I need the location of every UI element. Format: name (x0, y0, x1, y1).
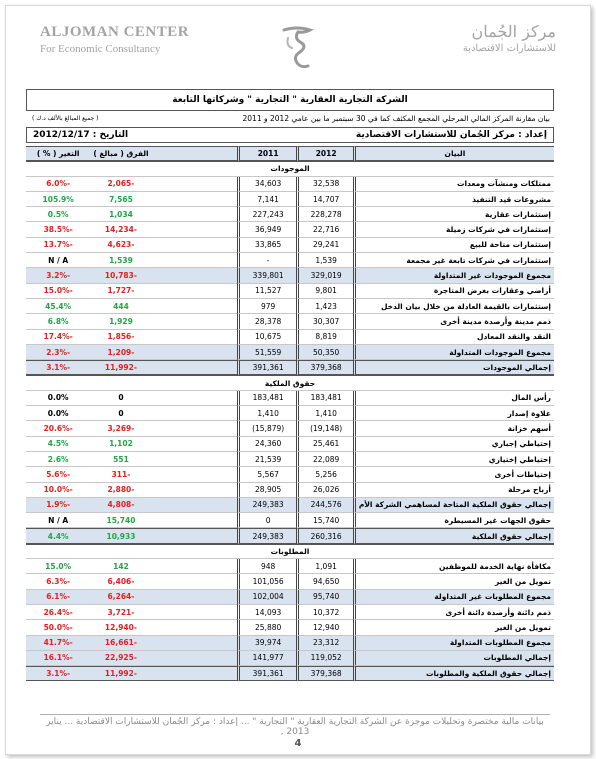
col-header-2011: 2011 (237, 146, 297, 161)
difference-value: -11,992 (90, 360, 151, 375)
row-label: إستثمارات عقارية (353, 207, 554, 222)
change-percent: -10.0% (26, 483, 90, 498)
value-2012: 26,026 (296, 483, 352, 498)
spacer-cell (152, 391, 237, 406)
spacer-cell (152, 268, 237, 283)
difference-value: -4,808 (90, 498, 151, 513)
table-row (26, 574, 554, 589)
spacer-cell (152, 605, 237, 620)
report-subtitle: بيان مقارنة المركز المالي المرحلي المجمع المكثف كما في 30 سبتمبر ما بين عامي 2012 و 2011 (242, 114, 550, 123)
difference-value: 1,034 (90, 207, 151, 222)
subtotal-row (26, 498, 554, 513)
value-2012: 30,307 (296, 314, 352, 329)
value-2012: 1,539 (296, 253, 352, 268)
difference-value: -3,269 (90, 421, 151, 436)
row-label: إحتياطات أخرى (353, 467, 554, 482)
page-footer: بيانات مالية مختصرة وتحليلات موجزة عن الشركة التجارية العقارية " التجارية " ... إعداد : مركز الجُمان للاستشارات الاقتصادية ... يناير 2013 , (46, 717, 544, 737)
subtotal-row (26, 636, 554, 651)
table-row (26, 299, 554, 314)
difference-value: -311 (90, 467, 151, 482)
difference-value: 15,740 (90, 513, 151, 528)
value-2012: 15,740 (296, 513, 352, 528)
value-2012: 228,278 (296, 207, 352, 222)
change-percent: -3.1% (26, 666, 90, 681)
change-percent: 0.0% (26, 391, 90, 406)
table-row (26, 421, 554, 436)
value-2011: 0 (237, 513, 297, 528)
spacer-cell (152, 437, 237, 452)
table-row (26, 391, 554, 406)
table-row (26, 192, 554, 207)
change-percent: 15.0% (26, 559, 90, 574)
spacer-cell (152, 284, 237, 299)
col-header-pct: التغير ( % ) (26, 146, 90, 161)
prepared-by: إعداد : مركز الجُمان للاستشارات الاقتصادية (355, 130, 547, 140)
change-percent: -20.6% (26, 421, 90, 436)
table-row (26, 406, 554, 421)
row-label: مجموع المطلوبات غير المتداولة (353, 590, 554, 605)
difference-value: -6,264 (90, 590, 151, 605)
spacer-cell (152, 513, 237, 528)
change-percent: -5.6% (26, 467, 90, 482)
subtotal-row (26, 345, 554, 360)
value-2012: 50,350 (296, 345, 352, 360)
value-2011: 10,675 (237, 330, 297, 345)
section-title: المطلوبات (26, 544, 554, 559)
section-title: حقوق الملكية (26, 375, 554, 390)
spacer-cell (152, 559, 237, 574)
grand-total-row (26, 666, 554, 681)
spacer-cell (152, 666, 237, 681)
change-percent: -3.2% (26, 268, 90, 283)
section-header-row (26, 375, 554, 390)
grand-total-row (26, 360, 554, 375)
row-label: إحتياطي إجباري (353, 437, 554, 452)
spacer-cell (152, 636, 237, 651)
table-row (26, 437, 554, 452)
row-label: مجموع الموجودات المتداولة (353, 345, 554, 360)
row-label: النقد والنقد المعادل (353, 330, 554, 345)
change-percent: 4.5% (26, 437, 90, 452)
change-percent: N / A (26, 253, 90, 268)
difference-value: 0 (90, 391, 151, 406)
spacer-cell (152, 238, 237, 253)
spacer-cell (152, 452, 237, 467)
value-2011: 11,527 (237, 284, 297, 299)
row-label: أسهم خزانة (353, 421, 554, 436)
row-label: حقوق الجهات غير المسيطرة (353, 513, 554, 528)
row-label: إستثمارات في شركات تابعة غير مجمعة (353, 253, 554, 268)
value-2012: 379,368 (296, 360, 352, 375)
spacer-cell (152, 620, 237, 635)
change-percent: -41.7% (26, 636, 90, 651)
difference-value: -14,234 (90, 222, 151, 237)
spacer-cell (152, 192, 237, 207)
value-2012: 5,256 (296, 467, 352, 482)
difference-value: -1,856 (90, 330, 151, 345)
table-row (26, 483, 554, 498)
change-percent: 0.5% (26, 207, 90, 222)
table-row (26, 620, 554, 635)
value-2012: 25,461 (296, 437, 352, 452)
table-row (26, 222, 554, 237)
spacer-cell (152, 467, 237, 482)
difference-value: -2,880 (90, 483, 151, 498)
section-header-row (26, 544, 554, 559)
value-2012: 32,538 (296, 177, 352, 192)
difference-value: 444 (90, 299, 151, 314)
spacer-cell (152, 330, 237, 345)
difference-value: -22,925 (90, 651, 151, 666)
row-label: تمويل من الغير (353, 620, 554, 635)
value-2011: 948 (237, 559, 297, 574)
value-2012: 14,707 (296, 192, 352, 207)
table-row (26, 177, 554, 192)
value-2012: 119,052 (296, 651, 352, 666)
table-row (26, 452, 554, 467)
difference-value: 10,933 (90, 528, 151, 543)
spacer-cell (152, 651, 237, 666)
change-percent: N / A (26, 513, 90, 528)
change-percent: 6.8% (26, 314, 90, 329)
report-title: الشركة التجارية العقارية " التجارية " وشركاتها التابعة (26, 89, 554, 111)
value-2011: 249,383 (237, 528, 297, 543)
row-label: أرباح مرحلة (353, 483, 554, 498)
value-2011: 14,093 (237, 605, 297, 620)
col-header-diff: الفرق ( مبالغ ) (90, 146, 151, 161)
value-2012: 29,241 (296, 238, 352, 253)
value-2011: 227,243 (237, 207, 297, 222)
currency-note: ( جميع المبالغ بالألف د.ك ) (32, 115, 99, 122)
col-header-2012: 2012 (296, 146, 352, 161)
change-percent: 2.6% (26, 452, 90, 467)
row-label: إجمالي الموجودات (353, 360, 554, 375)
grand-total-row (26, 528, 554, 543)
subtotal-row (26, 651, 554, 666)
row-label: إجمالي حقوق الملكية والمطلوبات (353, 666, 554, 681)
difference-value: -16,661 (90, 636, 151, 651)
table-row (26, 559, 554, 574)
row-label: ذمم مدينة وأرصدة مدينة أخرى (353, 314, 554, 329)
value-2012: 1,091 (296, 559, 352, 574)
value-2012: 8,819 (296, 330, 352, 345)
footer-divider (40, 714, 550, 715)
col-header-label: البيان (353, 146, 554, 161)
row-label: إجمالي حقوق الملكية (353, 528, 554, 543)
brand-english (40, 24, 189, 55)
row-label: مجموع الموجودات غير المتداولة (353, 268, 554, 283)
value-2012: 9,801 (296, 284, 352, 299)
row-label: إجمالي حقوق الملكية المتاحة لمساهمي الشركة الأم (353, 498, 554, 513)
value-2012: 94,650 (296, 574, 352, 589)
change-percent: -26.4% (26, 605, 90, 620)
brand-arabic (463, 22, 556, 54)
change-percent: 4.4% (26, 528, 90, 543)
value-2012: (19,148) (296, 421, 352, 436)
aljoman-logo-icon (278, 24, 316, 70)
change-percent: -6.1% (26, 590, 90, 605)
value-2012: 12,940 (296, 620, 352, 635)
table-row (26, 253, 554, 268)
spacer-cell (152, 345, 237, 360)
change-percent: -3.1% (26, 360, 90, 375)
table-header-row (26, 146, 554, 161)
difference-value: -2,065 (90, 177, 151, 192)
difference-value: 1,102 (90, 437, 151, 452)
value-2012: 10,372 (296, 605, 352, 620)
value-2011: 25,880 (237, 620, 297, 635)
spacer-cell (152, 314, 237, 329)
spacer-cell (152, 574, 237, 589)
value-2011: 34,603 (237, 177, 297, 192)
row-label: تمويل من الغير (353, 574, 554, 589)
row-label: إجمالي المطلوبات (353, 651, 554, 666)
spacer-cell (152, 483, 237, 498)
difference-value: -12,940 (90, 620, 151, 635)
change-percent: 105.9% (26, 192, 90, 207)
value-2012: 23,312 (296, 636, 352, 651)
col-spacer (152, 146, 237, 161)
difference-value: 551 (90, 452, 151, 467)
value-2011: 36,949 (237, 222, 297, 237)
change-percent: -38.5% (26, 222, 90, 237)
spacer-cell (152, 421, 237, 436)
row-label: رأس المال (353, 391, 554, 406)
row-label: ممتلكات ومنشآت ومعدات (353, 177, 554, 192)
value-2011: 24,360 (237, 437, 297, 452)
value-2011: 39,974 (237, 636, 297, 651)
value-2012: 1,423 (296, 299, 352, 314)
difference-value: 1,539 (90, 253, 151, 268)
brand-tagline-en: For Economic Consultancy (40, 43, 161, 55)
value-2011: 33,865 (237, 238, 297, 253)
value-2011: 1,410 (237, 406, 297, 421)
table-row (26, 605, 554, 620)
table-row (26, 467, 554, 482)
value-2012: 379,368 (296, 666, 352, 681)
value-2012: 22,716 (296, 222, 352, 237)
spacer-cell (152, 177, 237, 192)
row-label: مجموع المطلوبات المتداولة (353, 636, 554, 651)
value-2012: 244,576 (296, 498, 352, 513)
value-2012: 1,410 (296, 406, 352, 421)
row-label: أراضي وعقارات بغرض المتاجرة (353, 284, 554, 299)
value-2011: 21,539 (237, 452, 297, 467)
value-2011: - (237, 253, 297, 268)
spacer-cell (152, 590, 237, 605)
difference-value: -4,623 (90, 238, 151, 253)
row-label: ذمم دائنة وأرصدة دائنة أخرى (353, 605, 554, 620)
change-percent: -6.0% (26, 177, 90, 192)
page-number: 4 (294, 738, 302, 749)
table-row (26, 314, 554, 329)
value-2011: 979 (237, 299, 297, 314)
change-percent: -2.3% (26, 345, 90, 360)
difference-value: 142 (90, 559, 151, 574)
change-percent: -6.3% (26, 574, 90, 589)
change-percent: -17.4% (26, 330, 90, 345)
change-percent: -15.0% (26, 284, 90, 299)
value-2012: 329,019 (296, 268, 352, 283)
row-label: إستثمارات بالقيمة العادلة من خلال بيان الدخل (353, 299, 554, 314)
difference-value: -1,209 (90, 345, 151, 360)
change-percent: -1.9% (26, 498, 90, 513)
brand-name-ar: مركز الجُمان (471, 22, 556, 41)
spacer-cell (152, 498, 237, 513)
report-date: التاريخ : 2012/12/17 (33, 130, 129, 140)
spacer-cell (152, 299, 237, 314)
report-subtitle-line (26, 111, 554, 127)
section-header-row (26, 161, 554, 176)
row-label: إستثمارات في شركات زميلة (353, 222, 554, 237)
spacer-cell (152, 207, 237, 222)
row-label: إحتياطي إختياري (353, 452, 554, 467)
spacer-cell (152, 253, 237, 268)
change-percent: 0.0% (26, 406, 90, 421)
difference-value: -6,406 (90, 574, 151, 589)
value-2011: 391,361 (237, 360, 297, 375)
change-percent: 45.4% (26, 299, 90, 314)
value-2011: 7,141 (237, 192, 297, 207)
table-row (26, 284, 554, 299)
difference-value: 1,929 (90, 314, 151, 329)
difference-value: -11,992 (90, 666, 151, 681)
table-row (26, 238, 554, 253)
table-row (26, 207, 554, 222)
value-2011: 339,801 (237, 268, 297, 283)
spacer-cell (152, 222, 237, 237)
row-label: إستثمارات متاحة للبيع (353, 238, 554, 253)
brand-name-en: ALJOMAN CENTER (40, 24, 190, 40)
value-2011: 5,567 (237, 467, 297, 482)
report-info-bar (26, 127, 554, 143)
difference-value: -3,721 (90, 605, 151, 620)
value-2011: 101,056 (237, 574, 297, 589)
value-2011: 28,905 (237, 483, 297, 498)
value-2012: 22,089 (296, 452, 352, 467)
table-row (26, 330, 554, 345)
row-label: مشروعات قيد التنفيذ (353, 192, 554, 207)
difference-value: 0 (90, 406, 151, 421)
difference-value: -10,783 (90, 268, 151, 283)
value-2012: 183,481 (296, 391, 352, 406)
subtotal-row (26, 590, 554, 605)
balance-sheet-table (26, 146, 554, 681)
change-percent: -13.7% (26, 238, 90, 253)
value-2011: 141,977 (237, 651, 297, 666)
difference-value: -1,727 (90, 284, 151, 299)
value-2011: 183,481 (237, 391, 297, 406)
value-2011: 249,383 (237, 498, 297, 513)
row-label: علاوة إصدار (353, 406, 554, 421)
table-row (26, 513, 554, 528)
change-percent: -16.1% (26, 651, 90, 666)
spacer-cell (152, 360, 237, 375)
value-2011: 28,378 (237, 314, 297, 329)
spacer-cell (152, 406, 237, 421)
section-title: الموجودات (26, 161, 554, 176)
spacer-cell (152, 528, 237, 543)
change-percent: -50.0% (26, 620, 90, 635)
value-2012: 95,740 (296, 590, 352, 605)
difference-value: 7,565 (90, 192, 151, 207)
value-2011: 102,004 (237, 590, 297, 605)
value-2011: (15,879) (237, 421, 297, 436)
value-2011: 391,361 (237, 666, 297, 681)
value-2012: 260,316 (296, 528, 352, 543)
subtotal-row (26, 268, 554, 283)
row-label: مكافأة نهاية الخدمة للموظفين (353, 559, 554, 574)
brand-tagline-ar: للاستشارات الاقتصادية (462, 43, 556, 54)
value-2011: 51,559 (237, 345, 297, 360)
